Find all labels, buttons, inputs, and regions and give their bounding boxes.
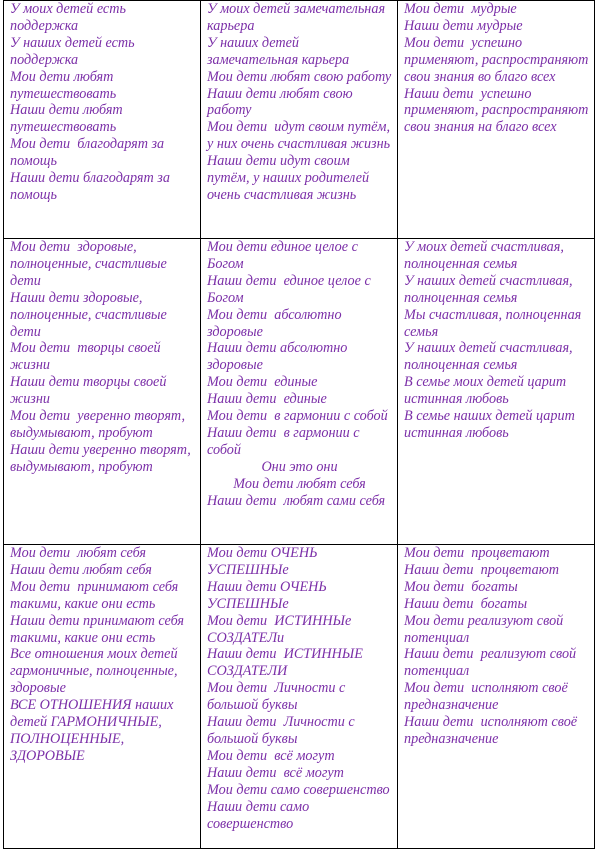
cell-line: Наши дети любят сами себя [207, 492, 386, 509]
cell-line: Мои дети исполняют своё предназначение [404, 680, 572, 714]
cell-line: Наши дети в гармонии с собой [207, 424, 364, 458]
cell-line: Мои дети богаты [404, 578, 518, 595]
cell-line: Наши дети процветают [404, 561, 559, 578]
affirmations-table [3, 0, 595, 849]
table-cell [4, 1, 201, 239]
cell-line: Наши дети успешно применяют, распространяют свои знания на благо всех [404, 85, 592, 136]
cell-line: Наши дети единые [207, 391, 327, 408]
table-cell [201, 239, 398, 545]
cell-line: Мои дети уверенно творят, выдумывают, пробуют [10, 408, 189, 441]
cell-line: Наши дети благодарят за помощь [10, 170, 174, 203]
cell-line: Все отношения моих детей гармоничные, полноценные, здоровые [10, 646, 182, 697]
cell-line: Мои дети абсолютно здоровые [207, 306, 346, 340]
cell-line: У наших детей замечательная карьера [207, 34, 350, 68]
table-row [4, 1, 595, 239]
cell-line: Мои дети творцы своей жизни [10, 340, 165, 374]
cell-line: Они это они [261, 458, 338, 475]
cell-line: В семье моих детей царит истинная любовь [404, 374, 570, 408]
cell-line: Мои дети любят путешествовать [10, 68, 117, 102]
table-row [4, 545, 595, 849]
cell-line: Мои дети реализуют свой потенциал [404, 612, 567, 646]
cell-line: Наши дети реализуют свой потенциал [404, 646, 580, 680]
cell-line: Мои дети ОЧЕНЬ УСПЕШНЫе [207, 545, 322, 578]
cell-line: Наши дети единое целое с Богом [207, 272, 375, 306]
cell-line: Мы счастливая, полноценная семья [404, 306, 585, 340]
cell-line: Мои дети благодарят за помощь [10, 136, 168, 170]
cell-line: Наши дети здоровые, полноценные, счастливые дети [10, 289, 171, 340]
cell-line: Наши дети творцы своей жизни [10, 374, 170, 408]
cell-line: Наши дети Личности с большой буквы [207, 714, 359, 747]
cell-line: Наши дети любят свою работу [207, 85, 357, 119]
cell-line: Наши дети всё могут [207, 764, 344, 781]
cell-line: ВСЕ ОТНОШЕНИЯ наших детей ГАРМОНИЧНЫЕ, ПОЛНОЦЕННЫЕ, ЗДОРОВЫЕ [10, 697, 177, 764]
cell-line: Наши дети любят себя [10, 561, 152, 578]
cell-line: Мои дети здоровые, полноценные, счастливые дети [10, 239, 171, 289]
cell-line: У моих детей есть поддержка [10, 1, 130, 34]
cell-line: Наши дети мудрые [404, 17, 523, 34]
cell-line: Наши дети уверенно творят, выдумывают, пробуют [10, 441, 195, 475]
cell-line: Наши дети принимают себя такими, какие они есть [10, 612, 188, 646]
cell-line: Наши дети ИСТИННЫЕ СОЗДАТЕЛИ [207, 646, 367, 680]
cell-line: Наши дети ОЧЕНЬ УСПЕШНЫе [207, 578, 331, 612]
cell-line: Мои дети процветают [404, 545, 550, 561]
cell-line: У наших детей счастливая, полноценная семья [404, 340, 577, 374]
cell-line: Мои дети идут своим путём, у них очень счастливая жизнь [207, 119, 394, 153]
cell-line: Мои дети любят себя [10, 545, 147, 561]
cell-line: Мои дети Личности с большой буквы [207, 680, 349, 714]
table-cell [4, 545, 201, 849]
cell-line: Мои дети всё могут [207, 747, 335, 764]
table-cell [201, 1, 398, 239]
table-row [4, 239, 595, 545]
table-cell [398, 1, 595, 239]
cell-line: Мои дети само совершенство [207, 781, 390, 798]
cell-line: Мои дети ИСТИННЫе СОЗДАТЕЛи [207, 612, 355, 646]
cell-line: У моих детей счастливая, полноценная семья [404, 239, 568, 272]
cell-line: Мои дети мудрые [404, 1, 517, 17]
cell-line: Мои дети любят себя [233, 475, 366, 492]
cell-line: Мои дети единое целое с Богом [207, 239, 362, 272]
cell-line: Наши дети абсолютно здоровые [207, 340, 351, 374]
cell-line: Наши дети идут своим путём, у наших родителей очень счастливая жизнь [207, 153, 373, 203]
cell-line: Мои дети любят свою работу [207, 68, 392, 85]
cell-line: Наши дети исполняют своё предназначение [404, 714, 581, 747]
cell-line: Мои дети единые [207, 374, 318, 391]
cell-line: У наших детей счастливая, полноценная семья [404, 272, 577, 306]
cell-line: Мои дети успешно применяют, распространяют свои знания во благо всех [404, 34, 592, 85]
cell-line: Наши дети любят путешествовать [10, 102, 127, 136]
cell-line: Мои дети в гармонии с собой [207, 408, 388, 425]
table-cell [4, 239, 201, 545]
cell-line: Мои дети принимают себя такими, какие они есть [10, 578, 182, 612]
table-cell [398, 239, 595, 545]
cell-line: У моих детей замечательная карьера [207, 1, 389, 34]
cell-line: Наши дети богаты [404, 595, 528, 612]
cell-line: У наших детей есть поддержка [10, 34, 139, 68]
cell-line: Наши дети само совершенство [207, 798, 313, 832]
table-cell [398, 545, 595, 849]
cell-line: В семье наших детей царит истинная любовь [404, 408, 579, 441]
table-cell [201, 545, 398, 849]
